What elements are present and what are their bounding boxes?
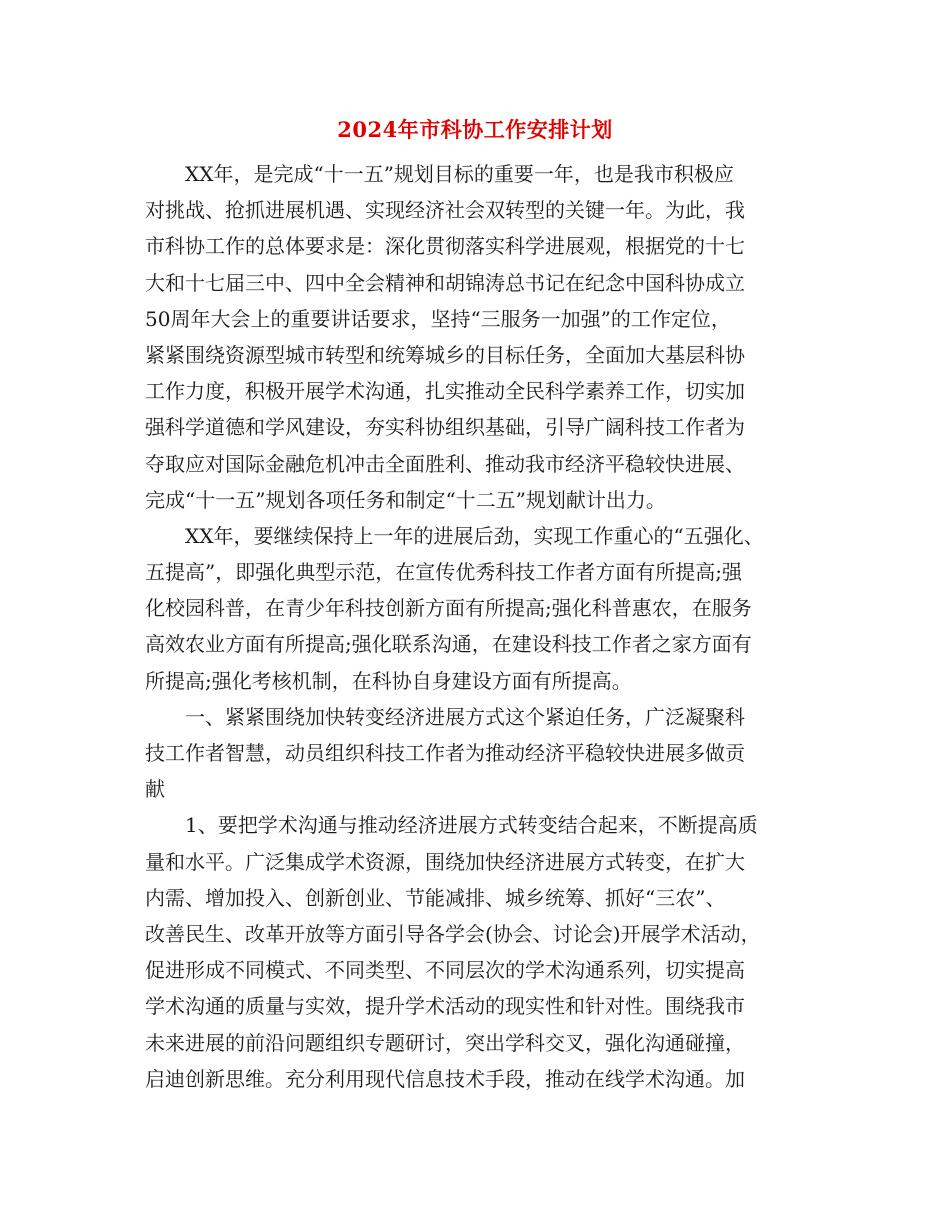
document-title: 2024年市科协工作安排计划 — [337, 117, 613, 142]
paragraph-line: 对挑战、抢抓进展机遇、实现经济社会双转型的关键一年。为此，我 — [145, 198, 745, 223]
paragraph-line: 大和十七届三中、四中全会精神和胡锦涛总书记在纪念中国科协成立 — [145, 270, 745, 295]
paragraph-line: 紧紧围绕资源型城市转型和统筹城乡的目标任务，全面加大基层科协 — [145, 342, 745, 367]
paragraph-line: 一、紧紧围绕加快转变经济进展方式这个紧迫任务，广泛凝聚科 — [185, 704, 745, 729]
paragraph-line: 高效农业方面有所提高;强化联系沟通，在建设科技工作者之家方面有 — [145, 632, 752, 657]
paragraph-1 — [145, 156, 810, 518]
paragraph-line: 改善民生、改革开放等方面引导各学会(协会、讨论会)开展学术活动， — [145, 921, 761, 946]
paragraph-line: 内需、增加投入、创新创业、节能减排、城乡统筹、抓好“三农”、 — [145, 885, 726, 910]
paragraph-line: 1、要把学术沟通与推动经济进展方式转变结合起来，不断提高质 — [185, 813, 758, 838]
paragraph-line: 学术沟通的质量与实效，提升学术活动的现实性和针对性。围绕我市 — [145, 994, 745, 1019]
paragraph-line: 献 — [145, 777, 165, 802]
paragraph-line: 完成“十一五”规划各项任务和制定“十二五”规划献计出力。 — [145, 487, 666, 512]
paragraph-line: 强科学道德和学风建设，夯实科协组织基础，引导广阔科技工作者为 — [145, 415, 745, 440]
paragraph-line: 50周年大会上的重要讲话要求，坚持“三服务一加强”的工作定位， — [145, 306, 731, 331]
paragraph-2 — [145, 518, 810, 699]
paragraph-3 — [145, 807, 810, 1097]
paragraph-line: 未来进展的前沿问题组织专题研讨，突出学科交叉，强化沟通碰撞， — [145, 1030, 745, 1055]
paragraph-line: XX年，是完成“十一五”规划目标的重要一年，也是我市积极应 — [185, 162, 734, 186]
paragraph-line: 市科协工作的总体要求是：深化贯彻落实科学进展观，根据党的十七 — [145, 234, 745, 259]
document-body — [145, 156, 810, 1097]
paragraph-line: 化校园科普，在青少年科技创新方面有所提高;强化科普惠农，在服务 — [145, 596, 752, 621]
paragraph-line: 夺取应对国际金融危机冲击全面胜利、推动我市经济平稳较快进展、 — [145, 451, 745, 476]
paragraph-line: 所提高;强化考核机制，在科协自身建设方面有所提高。 — [145, 668, 632, 693]
paragraph-line: 促进形成不同模式、不同类型、不同层次的学术沟通系列，切实提高 — [145, 958, 745, 983]
paragraph-line: 量和水平。广泛集成学术资源，围绕加快经济进展方式转变，在扩大 — [145, 849, 745, 874]
paragraph-line: 五提高”，即强化典型示范，在宣传优秀科技工作者方面有所提高;强 — [145, 560, 742, 585]
paragraph-line: 启迪创新思维。充分利用现代信息技术手段，推动在线学术沟通。加 — [145, 1066, 745, 1091]
paragraph-line: XX年，要继续保持上一年的进展后劲，实现工作重心的“五强化、 — [185, 523, 764, 548]
paragraph-line: 技工作者智慧，动员组织科技工作者为推动经济平稳较快进展多做贡 — [145, 741, 745, 765]
section-heading-1 — [145, 699, 810, 808]
paragraph-line: 工作力度，积极开展学术沟通，扎实推动全民科学素养工作，切实加 — [145, 379, 745, 404]
